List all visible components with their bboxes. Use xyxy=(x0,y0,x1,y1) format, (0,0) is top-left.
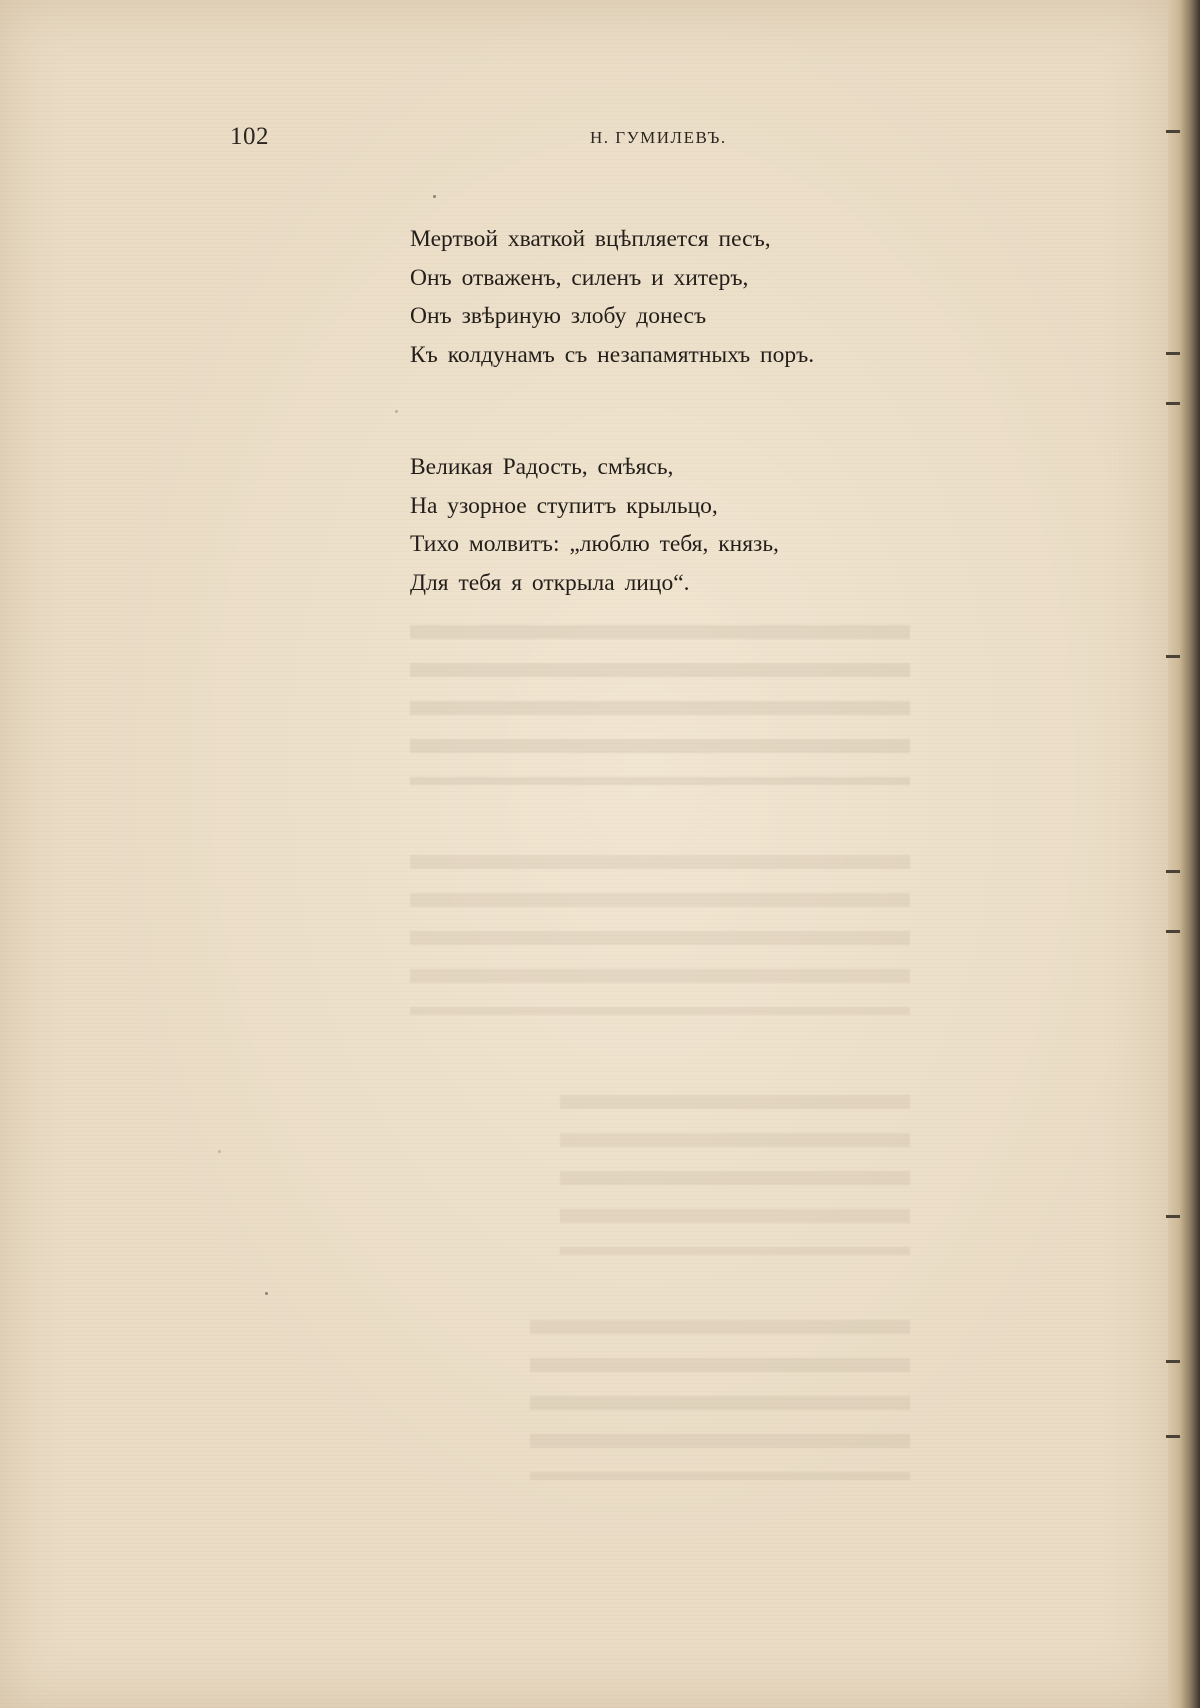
poem-line: Онъ отваженъ, силенъ и хитеръ, xyxy=(410,264,749,291)
show-through-smudge xyxy=(560,1095,910,1255)
paper-fleck xyxy=(265,1292,268,1295)
show-through-smudge xyxy=(410,855,910,1015)
page-edge xyxy=(1168,0,1200,1708)
edge-tab xyxy=(1166,402,1180,405)
edge-tab xyxy=(1166,1435,1180,1438)
poem-line: Для тебя я открыла лицо“. xyxy=(410,569,690,596)
show-through-smudge xyxy=(410,625,910,785)
poem xyxy=(410,220,930,676)
paper-fleck xyxy=(433,195,436,198)
poem-line: Мертвой хваткой вцѣпляется песъ, xyxy=(410,226,771,252)
show-through-smudge xyxy=(530,1320,910,1480)
poem-line: Великая Радость, смѣясь, xyxy=(410,454,674,480)
paper-fleck xyxy=(218,1150,221,1153)
edge-tab xyxy=(1166,1215,1180,1218)
edge-tab xyxy=(1166,1360,1180,1363)
stanza xyxy=(410,220,930,374)
poem-line: Къ колдунамъ съ незапамятныхъ поръ. xyxy=(410,341,815,368)
edge-tab xyxy=(1166,870,1180,873)
page-header xyxy=(230,123,750,159)
paper-fleck xyxy=(395,410,398,413)
edge-tab xyxy=(1166,655,1180,658)
poem-line: Онъ звѣриную злобу донесъ xyxy=(410,303,707,329)
running-head: Н. ГУМИЛЕВЪ. xyxy=(590,128,727,147)
poem-line: На узорное ступитъ крыльцо, xyxy=(410,492,718,519)
page-number: 102 xyxy=(230,123,269,150)
stanza xyxy=(410,448,930,602)
edge-tab xyxy=(1166,352,1180,355)
edge-tab xyxy=(1166,930,1180,933)
edge-tab xyxy=(1166,130,1180,133)
poem-line: Тихо молвитъ: „люблю тебя, князь, xyxy=(410,531,779,557)
